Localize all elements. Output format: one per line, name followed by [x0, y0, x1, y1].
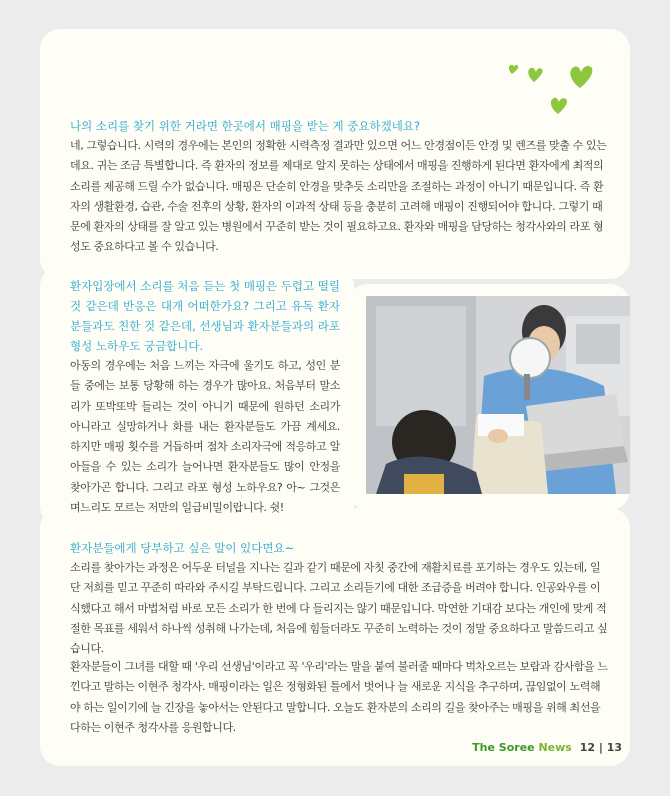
heart-icon [551, 98, 567, 114]
interview-question: 환자분들에게 당부하고 싶은 말이 있다면요~ [70, 541, 295, 555]
interview-answer: 소리를 찾아가는 과정은 어두운 터널을 지나는 길과 같기 때문에 자칫 중간에 재활치료를 포기하는 경우도 있는데, 일단 저희를 믿고 꾸준히 따라와 주시길 부탁드립니다. 그리고 소리듣기에 대한 조급증을 버려야 합니다. 인공와우를 이식했다고 해서 마법처럼 바로 모든 소리가 한 번에 다 들리지는 않기 때문입니다. 막연한 기대감 보다는 개인에 맞게 적절한 목표를 세워서 하나씩 성취해 나가는데, 처음에 힘들더라도 꾸준히 노력하는 것이 정말 중요하다고 말씀드리고 싶습니다. [70, 561, 608, 656]
page-footer [472, 741, 622, 754]
brand-the-soree: The Soree [472, 741, 535, 754]
interview-question: 환자입장에서 소리를 처음 듣는 첫 매핑은 두렵고 떨릴 것 같은데 반응은 대개 어떠한가요? 그리고 유독 환자분들과도 친한 것 같은데, 선생님과 환자분들과의 라포 형성 노하우도 궁금합니다. [70, 279, 340, 353]
heart-icon [570, 66, 592, 88]
interview-answer: 네, 그렇습니다. 시력의 경우에는 본인의 정확한 시력측정 결과만 있으면 어느 안경점이든 안경 및 렌즈를 맞출 수 있는데요. 귀는 조금 특별합니다. 즉 환자의 정보를 제대로 알지 못하는 상태에서 매핑을 진행하게 된다면 환자에게 최적의 소리를 제공해 드릴 수가 없습니다. 매핑은 단순히 안경을 맞추듯 소리만을 조절하는 과정이 아니기 때문입니다. 즉 환자의 생활환경, 습관, 수술 전후의 상황, 환자의 이과적 상태 등을 충분히 고려해 매핑이 진행되어야 합니다. 그렇기 때문에 환자의 상태를 잘 알고 있는 병원에서 꾸준히 받는 것이 필요하고요. 환자와 매핑을 담당하는 청각사와의 라포 형성도 중요하다고 볼 수 있습니다. [70, 139, 607, 254]
heart-icon [528, 68, 542, 82]
brand-news: News [538, 741, 572, 754]
page-numbers: 12 | 13 [579, 741, 622, 754]
interview-question: 나의 소리를 찾기 위한 거라면 한곳에서 매핑을 받는 게 중요하겠네요? [70, 119, 421, 133]
hearts-decoration-icon [506, 60, 596, 116]
heart-icon [509, 65, 518, 74]
closing-paragraph: 환자분들이 그녀를 대할 때 '우리 선생님'이라고 꼭 '우리'라는 말을 붙여 불러줄 때마다 벅차오르는 보람과 감사함을 느낀다고 말하는 이현주 청각사. 매핑이라는 일은 정형화된 틀에서 벗어나 늘 새로운 지식을 추구하며, 끊임없이 노력해야 하는 일이기에 늘 긴장을 놓아서는 안된다고 말합니다. 오늘도 환자분의 소리의 길을 찾아주는 매핑을 위해 최선을 다하는 이현주 청각사를 응원합니다. [70, 660, 608, 734]
mapping-session-photo [366, 296, 630, 494]
interview-answer: 아동의 경우에는 처음 느끼는 자극에 울기도 하고, 성인 분들 중에는 보통 당황해 하는 경우가 많아요. 처음부터 말소리가 또박또박 들리는 것이 아니기 때문에 원하던 소리가 아니라고 실망하거나 화를 내는 환자분들도 가끔 계세요. 하지만 매핑 횟수를 거듭하며 점차 소리자극에 적응하고 알아들을 수 있는 소리가 늘어나면 환자분들도 많이 안정을 찾아가곤 합니다. 그리고 라포 형성 노하우요? 아~ 그것은 며느리도 모르는 저만의 일급비밀이랍니다. 쉿! [70, 359, 340, 515]
